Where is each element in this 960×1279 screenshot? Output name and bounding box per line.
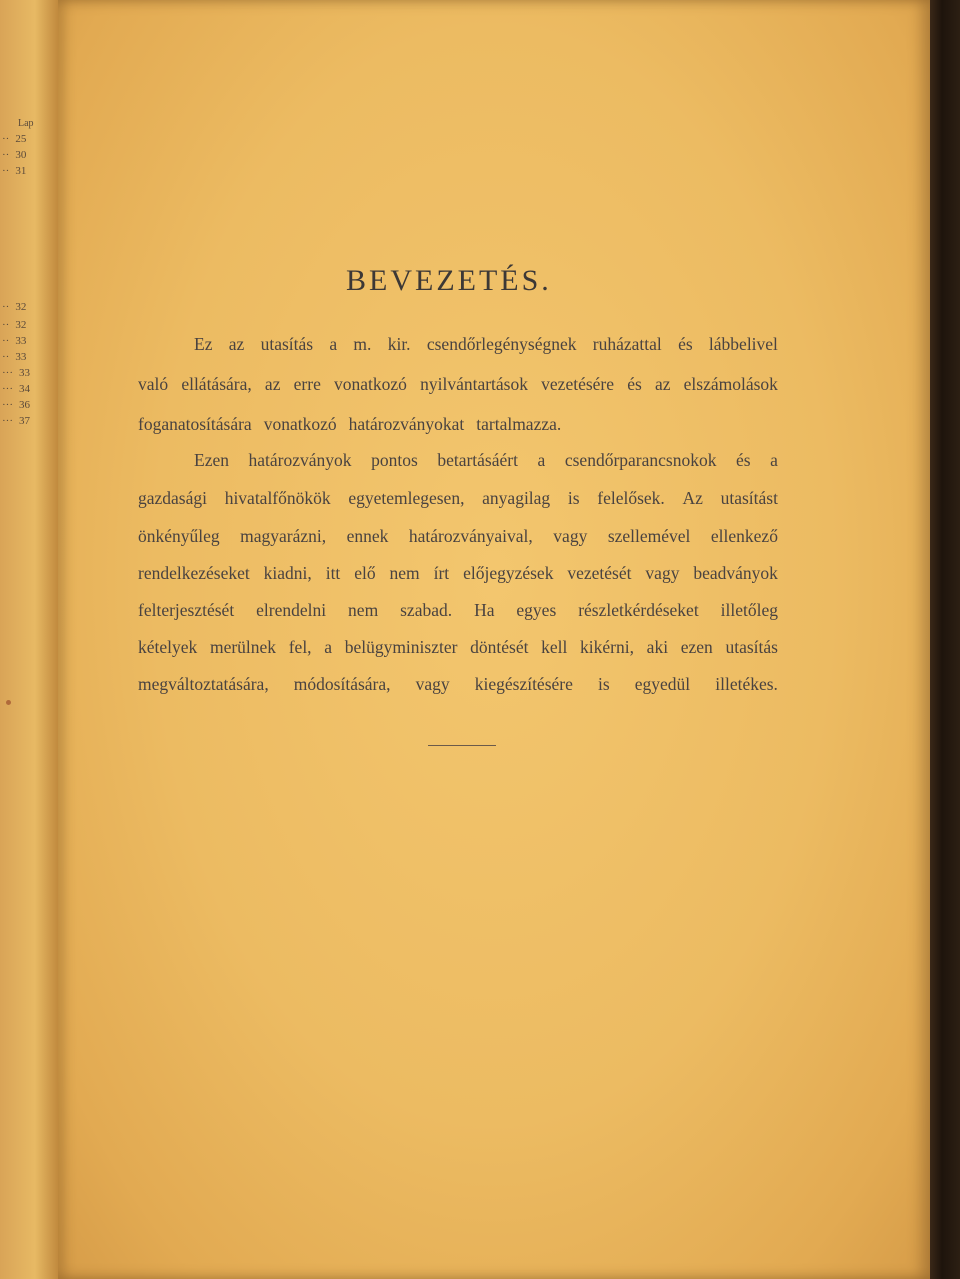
- leader-dots: ··: [2, 133, 10, 145]
- section-divider: [428, 745, 496, 746]
- word: csendőrlegénységnek: [426, 334, 577, 354]
- word: módosítására,: [293, 674, 391, 694]
- word: vonatkozó: [334, 374, 407, 394]
- page-reference-number: 32: [15, 301, 27, 313]
- text-line: [194, 334, 778, 364]
- page-reference-number: 34: [19, 383, 30, 395]
- word: kételyek: [138, 637, 198, 657]
- word: betartásáért: [437, 450, 518, 470]
- word: kikérni,: [580, 637, 634, 657]
- word: előjegyzések: [463, 563, 554, 583]
- word: elrendelni: [256, 600, 327, 620]
- word: önkényűleg: [138, 526, 220, 546]
- word: itt: [325, 563, 341, 583]
- word: csendőrparancsnokok: [564, 450, 717, 470]
- text-line: [138, 488, 778, 518]
- text-line: [138, 674, 778, 704]
- word: vagy: [415, 674, 450, 694]
- leader-dots: ··: [2, 335, 10, 347]
- leader-dots: ··: [2, 149, 10, 161]
- word: m.: [353, 334, 372, 354]
- word: elszámolások: [683, 374, 778, 394]
- page-reference: [2, 318, 26, 333]
- word: vagy: [553, 526, 588, 546]
- word: utasítást: [720, 488, 778, 508]
- page-reference-number: 32: [15, 319, 27, 331]
- word: vagy: [645, 563, 680, 583]
- page-reference: [2, 382, 30, 397]
- previous-page-edge: [0, 0, 60, 1279]
- book-cover-edge: [930, 0, 960, 1279]
- word: határozványaival,: [408, 526, 533, 546]
- page-reference: [2, 148, 26, 163]
- word: az: [654, 374, 671, 394]
- word: és: [627, 374, 642, 394]
- page-reference-number: 25: [15, 133, 27, 145]
- page-reference-number: 33: [15, 335, 27, 347]
- word: ruházattal: [592, 334, 662, 354]
- word: vezetését: [567, 563, 632, 583]
- word: rendelkezéseket: [138, 563, 250, 583]
- word: szellemével: [607, 526, 691, 546]
- leader-dots: ···: [2, 415, 13, 427]
- word: aki: [646, 637, 669, 657]
- page-reference: [2, 414, 30, 429]
- word: merülnek: [209, 637, 277, 657]
- text-line: [138, 414, 778, 444]
- word: illetőleg: [720, 600, 778, 620]
- word: a: [770, 450, 778, 470]
- page-reference-number: 37: [19, 415, 30, 427]
- word: írt: [433, 563, 450, 583]
- word: felterjesztését: [138, 600, 235, 620]
- word: gazdasági: [138, 488, 207, 508]
- word: felelősek.: [597, 488, 665, 508]
- page-title: BEVEZETÉS.: [346, 264, 552, 297]
- word: Ezen: [194, 450, 229, 470]
- word: az: [228, 334, 245, 354]
- text-line: [138, 600, 778, 630]
- word: nem: [348, 600, 379, 620]
- word: részletkérdéseket: [578, 600, 699, 620]
- word: beadványok: [693, 563, 778, 583]
- page-reference-number: 36: [19, 399, 30, 411]
- word: foganatosítására: [138, 414, 252, 434]
- leader-dots: ···: [2, 383, 13, 395]
- text-line: [138, 526, 778, 556]
- word: utasítás: [260, 334, 314, 354]
- word: Az: [682, 488, 703, 508]
- word: tartalmazza.: [476, 414, 562, 434]
- word: ellátására,: [181, 374, 252, 394]
- word: kir.: [387, 334, 411, 354]
- word: fel,: [288, 637, 312, 657]
- word: határozványok: [248, 450, 352, 470]
- word: lábbelivel: [708, 334, 778, 354]
- word: elő: [354, 563, 376, 583]
- leader-dots: ··: [2, 301, 10, 313]
- page-reference: [2, 334, 26, 349]
- page-reference: [2, 398, 30, 413]
- word: magyarázni,: [240, 526, 327, 546]
- page-reference-number: 33: [15, 351, 27, 363]
- word: egyetemlegesen,: [348, 488, 465, 508]
- text-line: [138, 563, 778, 593]
- word: belügyminiszter: [344, 637, 458, 657]
- word: egyes: [516, 600, 557, 620]
- word: kiegészítésére: [474, 674, 573, 694]
- word: az: [264, 374, 281, 394]
- leader-dots: ··: [2, 351, 10, 363]
- page-reference-number: 33: [19, 367, 30, 379]
- word: is: [597, 674, 610, 694]
- word: ezen: [680, 637, 713, 657]
- page-reference-number: 30: [15, 149, 27, 161]
- word: és: [678, 334, 693, 354]
- text-line: [138, 374, 778, 404]
- word: hivatalfőnökök: [224, 488, 331, 508]
- page-reference: [2, 366, 30, 381]
- word: nem: [389, 563, 420, 583]
- leader-dots: ··: [2, 165, 10, 177]
- word: ellenkező: [710, 526, 778, 546]
- lap-label: Lap: [18, 118, 34, 129]
- word: nyilvántartások: [420, 374, 528, 394]
- word: a: [324, 637, 333, 657]
- word: vonatkozó: [263, 414, 337, 434]
- word: ennek: [346, 526, 389, 546]
- page-reference: [2, 132, 26, 147]
- word: egyedül: [634, 674, 691, 694]
- word: Ha: [474, 600, 495, 620]
- word: Ez: [194, 334, 213, 354]
- word: és: [736, 450, 751, 470]
- word: kiadni,: [263, 563, 312, 583]
- leader-dots: ···: [2, 367, 13, 379]
- word: is: [567, 488, 580, 508]
- word: erre: [293, 374, 321, 394]
- paper-stain: [6, 700, 11, 705]
- leader-dots: ··: [2, 319, 10, 331]
- leader-dots: ···: [2, 399, 13, 411]
- word: szabad.: [400, 600, 453, 620]
- text-line: [194, 450, 778, 480]
- word: határozványokat: [348, 414, 465, 434]
- word: anyagilag: [482, 488, 551, 508]
- word: megváltoztatására,: [138, 674, 269, 694]
- word: a: [537, 450, 546, 470]
- page-reference: [2, 164, 26, 179]
- word: döntését: [470, 637, 529, 657]
- word: pontos: [371, 450, 418, 470]
- word: utasítás: [725, 637, 778, 657]
- page-reference-number: 31: [15, 165, 27, 177]
- word: a: [329, 334, 338, 354]
- word: kell: [541, 637, 568, 657]
- page-reference: [2, 300, 26, 315]
- word: való: [138, 374, 169, 394]
- word: illetékes.: [715, 674, 778, 694]
- word: vezetésére: [541, 374, 615, 394]
- text-line: [138, 637, 778, 667]
- page-reference: [2, 350, 26, 365]
